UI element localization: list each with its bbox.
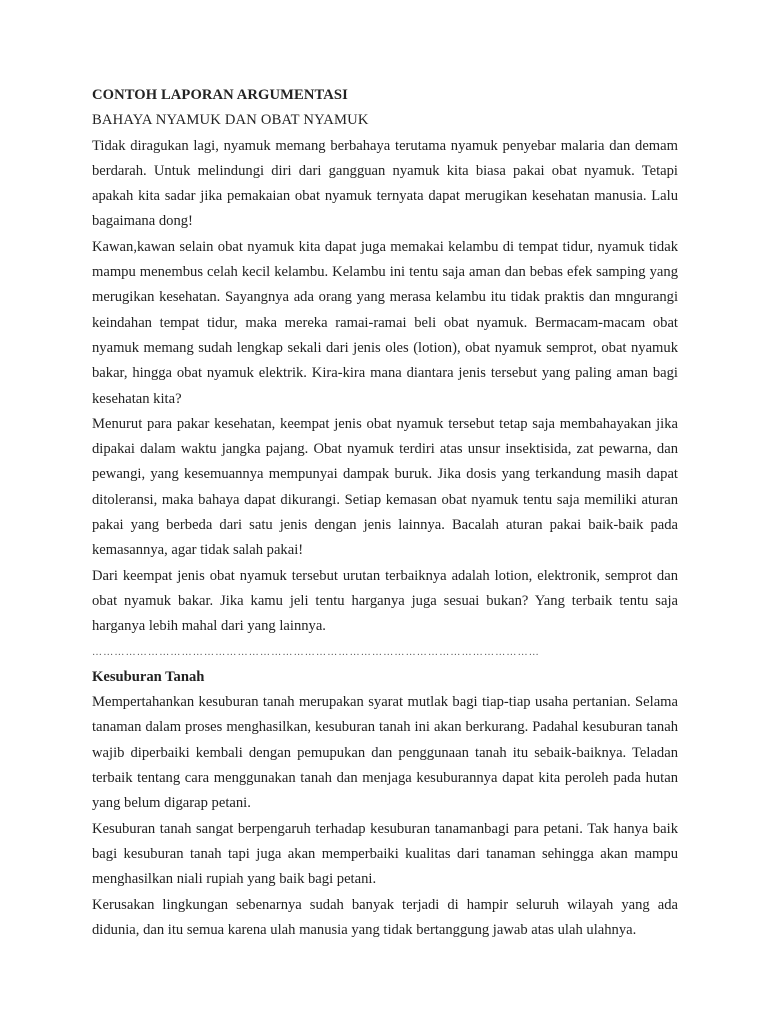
paragraph: Mempertahankan kesuburan tanah merupakan syarat mutlak bagi tiap-tiap usaha pertanian. Selama tanaman dalam proses menghasilkan, kesuburan tanah ini akan berkurang. Padahal kesuburan tanah wajib diperbaiki kembali dengan pemupukan dan penggunaan tanah itu sebaik-baiknya. Teladan terbaik tentang cara menggunakan tanah dan menjaga kesuburannya dapat kita peroleh pada hutan yang belum digarap petani. (92, 694, 678, 812)
paragraph: Menurut para pakar kesehatan, keempat jenis obat nyamuk tersebut tetap saja membahayakan jika dipakai dalam waktu jangka pajang. Obat nyamuk terdiri atas unsur insektisida, zat pewarna, dan pewangi, yang kesemuannya mempunyai dampak buruk. Jika dosis yang terkandung masih dapat ditoleransi, maka bahaya dapat dikurangi. Setiap kemasan obat nyamuk tentu saja memiliki aturan pakai yang berbeda dari satu jenis dengan jenis lainnya. Bacalah aturan pakai baik-baik pada kemasannya, agar tidak salah pakai! (92, 415, 678, 559)
section-heading: Kesuburan Tanah (92, 668, 205, 685)
paragraph: Tidak diragukan lagi, nyamuk memang berbahaya terutama nyamuk penyebar malaria dan demam berdarah. Untuk melindungi diri dari gangguan nyamuk kita biasa pakai obat nyamuk. Tetapi apakah kita sadar jika pemakaian obat nyamuk ternyata dapat merugikan kesehatan manusia. Lalu bagaimana dong! (92, 137, 678, 230)
paragraph: Kerusakan lingkungan sebenarnya sudah banyak terjadi di hampir seluruh wilayah yang ada didunia, dan itu semua karena ulah manusia yang tidak bertanggung jawab atas ulah ulahnya. (92, 896, 678, 938)
document-subtitle: BAHAYA NYAMUK DAN OBAT NYAMUK (92, 112, 369, 129)
paragraph: Dari keempat jenis obat nyamuk tersebut urutan terbaiknya adalah lotion, elektronik, semprot dan obat nyamuk bakar. Jika kamu jeli tentu harganya juga sesuai bukan? Yang terbaik tentu saja harganya lebih mahal dari yang lainnya. (92, 567, 678, 635)
section-divider: ………………………………………………………………………………………………………… (92, 646, 540, 658)
document-title: CONTOH LAPORAN ARGUMENTASI (92, 87, 348, 103)
paragraph: Kesuburan tanah sangat berpengaruh terhadap kesuburan tanamanbagi para petani. Tak hanya baik bagi kesuburan tanah tapi juga akan memperbaiki kualitas dari tanaman sehingga akan mampu menghasilkan niali rupiah yang baik bagi petani. (92, 820, 678, 888)
document-page (92, 83, 678, 943)
paragraph: Kawan,kawan selain obat nyamuk kita dapat juga memakai kelambu di tempat tidur, nyamuk tidak mampu menembus celah kecil kelambu. Kelambu ini tentu saja aman dan bebas efek samping yang merugikan kesehatan. Sayangnya ada orang yang merasa kelambu itu tidak praktis dan mngurangi keindahan tempat tidur, maka mereka ramai-ramai beli obat nyamuk. Bermacam-macam obat nyamuk memang sudah lengkap sekali dari jenis oles (lotion), obat nyamuk semprot, obat nyamuk bakar, hingga obat nyamuk elektrik. Kira-kira mana diantara jenis tersebut yang paling aman bagi kesehatan kita? (92, 238, 678, 407)
